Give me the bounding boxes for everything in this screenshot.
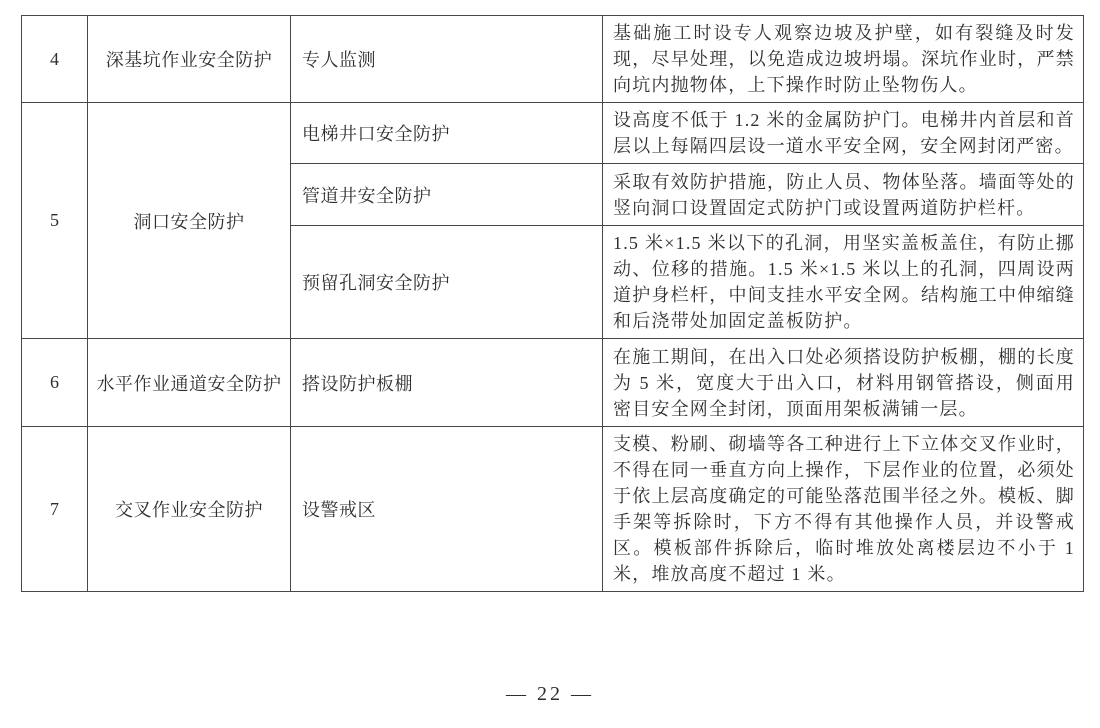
measure-cell: 预留孔洞安全防护 (291, 226, 603, 339)
page-number: — 22 — (506, 683, 594, 705)
measure-cell: 电梯井口安全防护 (291, 103, 603, 164)
table-row (22, 16, 1084, 103)
category-cell: 深基坑作业安全防护 (88, 16, 291, 103)
table-row (22, 339, 1084, 427)
measure-cell: 管道井安全防护 (291, 164, 603, 226)
measure-cell: 专人监测 (291, 16, 603, 103)
row-number-cell: 4 (22, 16, 88, 103)
safety-measures-table (21, 15, 1084, 592)
description-cell: 在施工期间，在出入口处必须搭设防护板棚，棚的长度为 5 米，宽度大于出入口，材料用钢管搭设，侧面用密目安全网全封闭，顶面用架板满铺一层。 (603, 339, 1084, 427)
table-row (22, 103, 1084, 164)
category-cell: 交叉作业安全防护 (88, 427, 291, 592)
description-cell: 基础施工时设专人观察边坡及护壁，如有裂缝及时发现，尽早处理，以免造成边坡坍塌。深坑作业时，严禁向坑内抛物体，上下操作时防止坠物伤人。 (603, 16, 1084, 103)
description-cell: 设高度不低于 1.2 米的金属防护门。电梯井内首层和首层以上每隔四层设一道水平安全网，安全网封闭严密。 (603, 103, 1084, 164)
table-row (22, 427, 1084, 592)
row-number-cell: 6 (22, 339, 88, 427)
row-number-cell: 7 (22, 427, 88, 592)
description-cell: 采取有效防护措施，防止人员、物体坠落。墙面等处的竖向洞口设置固定式防护门或设置两道防护栏杆。 (603, 164, 1084, 226)
category-cell: 水平作业通道安全防护 (88, 339, 291, 427)
description-cell: 1.5 米×1.5 米以下的孔洞，用坚实盖板盖住，有防止挪动、位移的措施。1.5 米×1.5 米以上的孔洞，四周设两道护身栏杆，中间支挂水平安全网。结构施工中伸缩缝和后浇带处加固定盖板防护。 (603, 226, 1084, 339)
measure-cell: 设警戒区 (291, 427, 603, 592)
description-cell: 支模、粉刷、砌墙等各工种进行上下立体交叉作业时，不得在同一垂直方向上操作，下层作业的位置，必须处于依上层高度确定的可能坠落范围半径之外。模板、脚手架等拆除时，下方不得有其他操作人员，并设警戒区。模板部件拆除后，临时堆放处离楼层边不小于 1 米，堆放高度不超过 1 米。 (603, 427, 1084, 592)
category-cell: 洞口安全防护 (88, 103, 291, 339)
measure-cell: 搭设防护板棚 (291, 339, 603, 427)
row-number-cell: 5 (22, 103, 88, 339)
